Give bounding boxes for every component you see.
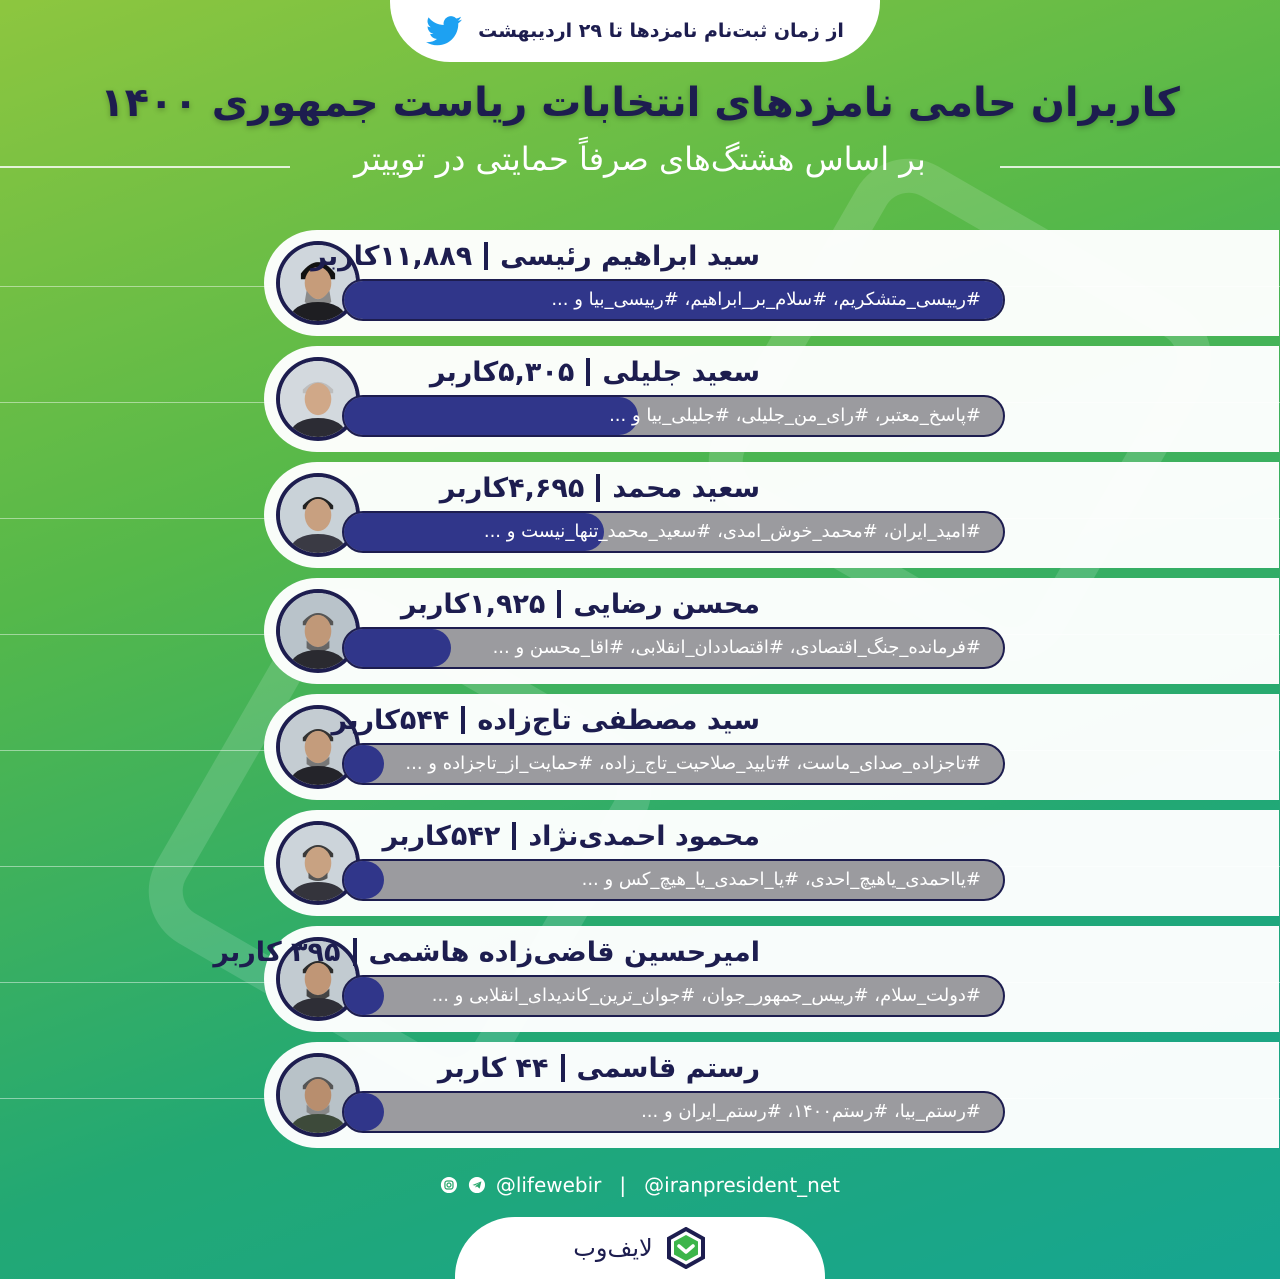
candidate-heading [213, 932, 760, 972]
candidate-heading [311, 236, 760, 276]
separator [596, 474, 600, 502]
social-divider: | [619, 1173, 627, 1197]
support-share-fill [344, 745, 384, 783]
support-share-fill [344, 397, 638, 435]
subtitle-line [1000, 166, 1280, 168]
separator [353, 938, 357, 966]
candidate-name: سعید جلیلی [602, 356, 760, 388]
hashtags-bar [342, 859, 1005, 901]
candidate-heading [440, 468, 760, 508]
hashtags-text: #یااحمدی_یاهیچ_احدی، #یا_احمدی_یا_هیچ_کس و ... [581, 869, 981, 890]
candidate-card [264, 230, 1279, 336]
social-handle-lifeweb[interactable]: @lifewebir [495, 1173, 602, 1197]
candidate-card [264, 578, 1279, 684]
candidate-card [213, 926, 1279, 1032]
candidate-name: سید مصطفی تاج‌زاده [477, 704, 760, 736]
separator [557, 590, 561, 618]
support-share-fill [344, 629, 451, 667]
hashtags-bar [342, 395, 1005, 437]
hashtags-text: #رییسی_متشکریم، #سلام_بر_ابراهیم، #رییسی_بیا و ... [551, 289, 981, 310]
candidate-heading [438, 1048, 760, 1088]
hashtags-bar [342, 511, 1005, 553]
candidate-card [264, 462, 1279, 568]
hashtags-bar [342, 279, 1005, 321]
candidate-user-count: ۵۴۲کاربر [382, 820, 501, 852]
candidate-heading [383, 816, 760, 856]
candidate-card [264, 1042, 1279, 1148]
candidate-card [264, 810, 1279, 916]
hashtags-bar [342, 627, 1005, 669]
separator [461, 706, 465, 734]
social-handles [440, 1170, 840, 1200]
instagram-icon[interactable] [440, 1175, 458, 1195]
candidate-card [264, 694, 1279, 800]
candidate-name: محسن رضایی [573, 588, 760, 620]
candidate-name: امیرحسین قاضی‌زاده هاشمی [368, 936, 760, 968]
top-tab [390, 0, 880, 62]
candidate-name: رستم قاسمی [576, 1052, 760, 1084]
candidate-user-count: ۴,۶۹۵کاربر [439, 472, 585, 504]
registration-period-text: از زمان ثبت‌نام نامزدها تا ۲۹ اردیبهشت [478, 20, 844, 42]
support-share-fill [344, 861, 384, 899]
page-subtitle: بر اساس هشتگ‌های صرفاً حمایتی در توییتر [354, 140, 926, 178]
candidate-heading [430, 352, 760, 392]
candidate-name: سید ابراهیم رئیسی [500, 240, 760, 272]
candidate-user-count: ۵,۳۰۵کاربر [429, 356, 575, 388]
hashtags-text: #دولت_سلام، #رییس_جمهور_جوان، #جوان_ترین_کاندیدای_انقلابی و ... [431, 985, 981, 1006]
support-share-fill [344, 1093, 384, 1131]
brand-name: لایف‌وب [573, 1234, 653, 1262]
subtitle-line [0, 166, 290, 168]
separator [586, 358, 590, 386]
page-title: کاربران حامی نامزدهای انتخابات ریاست جمهوری ۱۴۰۰ [100, 80, 1180, 126]
candidate-user-count: ۵۴۴کاربر [331, 704, 450, 736]
telegram-icon[interactable] [468, 1175, 486, 1195]
hashtags-text: #فرمانده_جنگ_اقتصادی، #اقتصاددان_انقلابی، #اقا_محسن و ... [492, 637, 981, 658]
separator [561, 1054, 565, 1082]
candidate-name: محمود احمدی‌نژاد [528, 820, 760, 852]
subtitle-row [0, 140, 1280, 190]
lifeweb-logo-icon [665, 1227, 707, 1269]
candidate-user-count: ۳۹۵ کاربر [213, 936, 341, 968]
hashtags-bar [342, 743, 1005, 785]
support-share-fill [344, 977, 384, 1015]
candidate-card [264, 346, 1279, 452]
separator [512, 822, 516, 850]
candidate-name: سعید محمد [612, 472, 760, 504]
twitter-icon [426, 16, 462, 46]
hashtags-bar [342, 1091, 1005, 1133]
candidate-user-count: ۴۴ کاربر [437, 1052, 549, 1084]
candidate-user-count: ۱۱,۸۸۹کاربر [311, 240, 473, 272]
hashtags-text: #تاجزاده_صدای_ماست، #تایید_صلاحیت_تاج_زاده، #حمایت_از_تاجزاده و ... [405, 753, 981, 774]
candidate-heading [401, 584, 760, 624]
hashtags-text: #پاسخ_معتبر، #رای_من_جلیلی، #جلیلی_بیا و ... [609, 405, 981, 426]
hashtags-text: #رستم_بیا، #رستم۱۴۰۰، #رستم_ایران و ... [641, 1101, 981, 1122]
bottom-tab [455, 1217, 825, 1279]
hashtags-text: #امید_ایران، #محمد_خوش_امدی، #سعید_محمد_تنها_نیست و ... [483, 521, 981, 542]
separator [484, 242, 488, 270]
candidate-heading [332, 700, 760, 740]
social-handle-iranpresident[interactable]: @iranpresident_net [644, 1173, 840, 1197]
hashtags-bar [342, 975, 1005, 1017]
candidate-user-count: ۱,۹۲۵کاربر [400, 588, 546, 620]
